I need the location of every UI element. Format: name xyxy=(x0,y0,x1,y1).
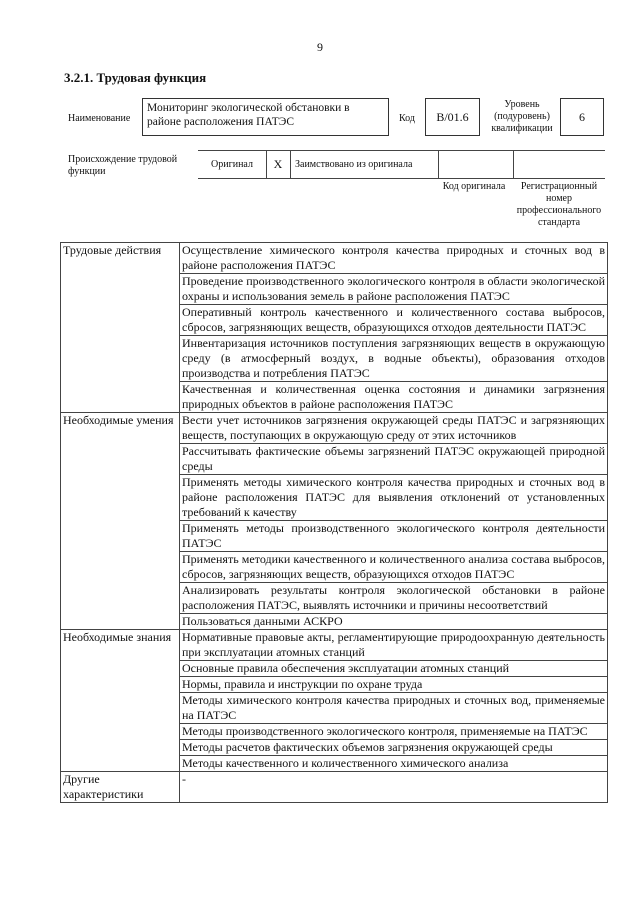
table-row xyxy=(61,243,608,274)
level-label: Уровень (подуровень) квалификации xyxy=(491,99,553,134)
category-label: Трудовые действия xyxy=(61,243,180,413)
category-label: Необходимые умения xyxy=(61,413,180,630)
code-label: Код xyxy=(399,113,415,124)
table-item: Применять методики качественного и количественного анализа состава выбросов, сбросов, загрязняющих веществ, образующихся отходов ПАТЭС xyxy=(180,552,608,583)
table-item: Рассчитывать фактические объемы загрязнений ПАТЭС окружающей природной среды xyxy=(180,444,608,475)
table-item: Применять методы химического контроля качества природных и сточных вод в районе расположения ПАТЭС для выявления отклонений от установленных требований к качеству xyxy=(180,475,608,521)
origin-row xyxy=(198,150,605,179)
table-item: Основные правила обеспечения эксплуатации атомных станций xyxy=(180,661,608,677)
section-title: 3.2.1. Трудовая функция xyxy=(64,70,207,85)
reg-number-cell xyxy=(513,151,605,178)
table-item: Инвентаризация источников поступления загрязняющих веществ в окружающую среду (в атмосферный воздух, в водные объекты), образования отходов производства и потребления ПАТЭС xyxy=(180,336,608,382)
function-table xyxy=(60,242,608,803)
table-item: Оперативный контроль качественного и количественного состава выбросов, сбросов, загрязняющих веществ, образующихся отходов деятельности ПАТЭС xyxy=(180,305,608,336)
table-item: Вести учет источников загрязнения окружающей среды ПАТЭС и загрязняющих веществ, поступающих в окружающую среду от этих источников xyxy=(180,413,608,444)
table-item: Методы расчетов фактических объемов загрязнения окружающей среды xyxy=(180,740,608,756)
table-row xyxy=(61,772,608,803)
table-item: - xyxy=(180,772,608,803)
table-item: Применять методы производственного экологического контроля деятельности ПАТЭС xyxy=(180,521,608,552)
table-item: Пользоваться данными АСКРО xyxy=(180,614,608,630)
original-mark: X xyxy=(266,151,291,178)
category-label: Необходимые знания xyxy=(61,630,180,772)
table-item: Осуществление химического контроля качества природных и сточных вод в районе расположения ПАТЭС xyxy=(180,243,608,274)
table-item: Анализировать результаты контроля экологической обстановки в районе расположения ПАТЭС, выявлять источники и причины несоответствий xyxy=(180,583,608,614)
page-number: 9 xyxy=(317,40,323,54)
reg-number-label: Регистрационный номер профессионального стандарта xyxy=(516,181,602,228)
function-table-body xyxy=(61,243,608,803)
original-label: Оригинал xyxy=(198,151,267,178)
code-original-label: Код оригинала xyxy=(442,181,506,192)
table-item: Проведение производственного экологического контроля в области экологической охраны и использования земель в районе расположения ПАТЭС xyxy=(180,274,608,305)
name-value: Мониторинг экологической обстановки в районе расположения ПАТЭС xyxy=(142,98,389,136)
table-row xyxy=(61,630,608,661)
code-value: B/01.6 xyxy=(425,98,480,136)
borrowed-label: Заимствовано из оригинала xyxy=(290,151,439,178)
name-label: Наименование xyxy=(68,113,131,124)
table-item: Нормативные правовые акты, регламентирующие природоохранную деятельность при эксплуатации атомных станций xyxy=(180,630,608,661)
level-value: 6 xyxy=(560,98,604,136)
table-item: Методы качественного и количественного химического анализа xyxy=(180,756,608,772)
origin-label: Происхождение трудовой функции xyxy=(68,154,178,177)
table-item: Методы производственного экологического контроля, применяемые на ПАТЭС xyxy=(180,724,608,740)
table-item: Методы химического контроля качества природных и сточных вод, применяемые на ПАТЭС xyxy=(180,693,608,724)
code-original-cell xyxy=(433,151,514,178)
table-item: Качественная и количественная оценка состояния и динамики загрязнения природных объектов в районе расположения ПАТЭС xyxy=(180,382,608,413)
table-row xyxy=(61,413,608,444)
category-label: Другие характеристики xyxy=(61,772,180,803)
table-item: Нормы, правила и инструкции по охране труда xyxy=(180,677,608,693)
